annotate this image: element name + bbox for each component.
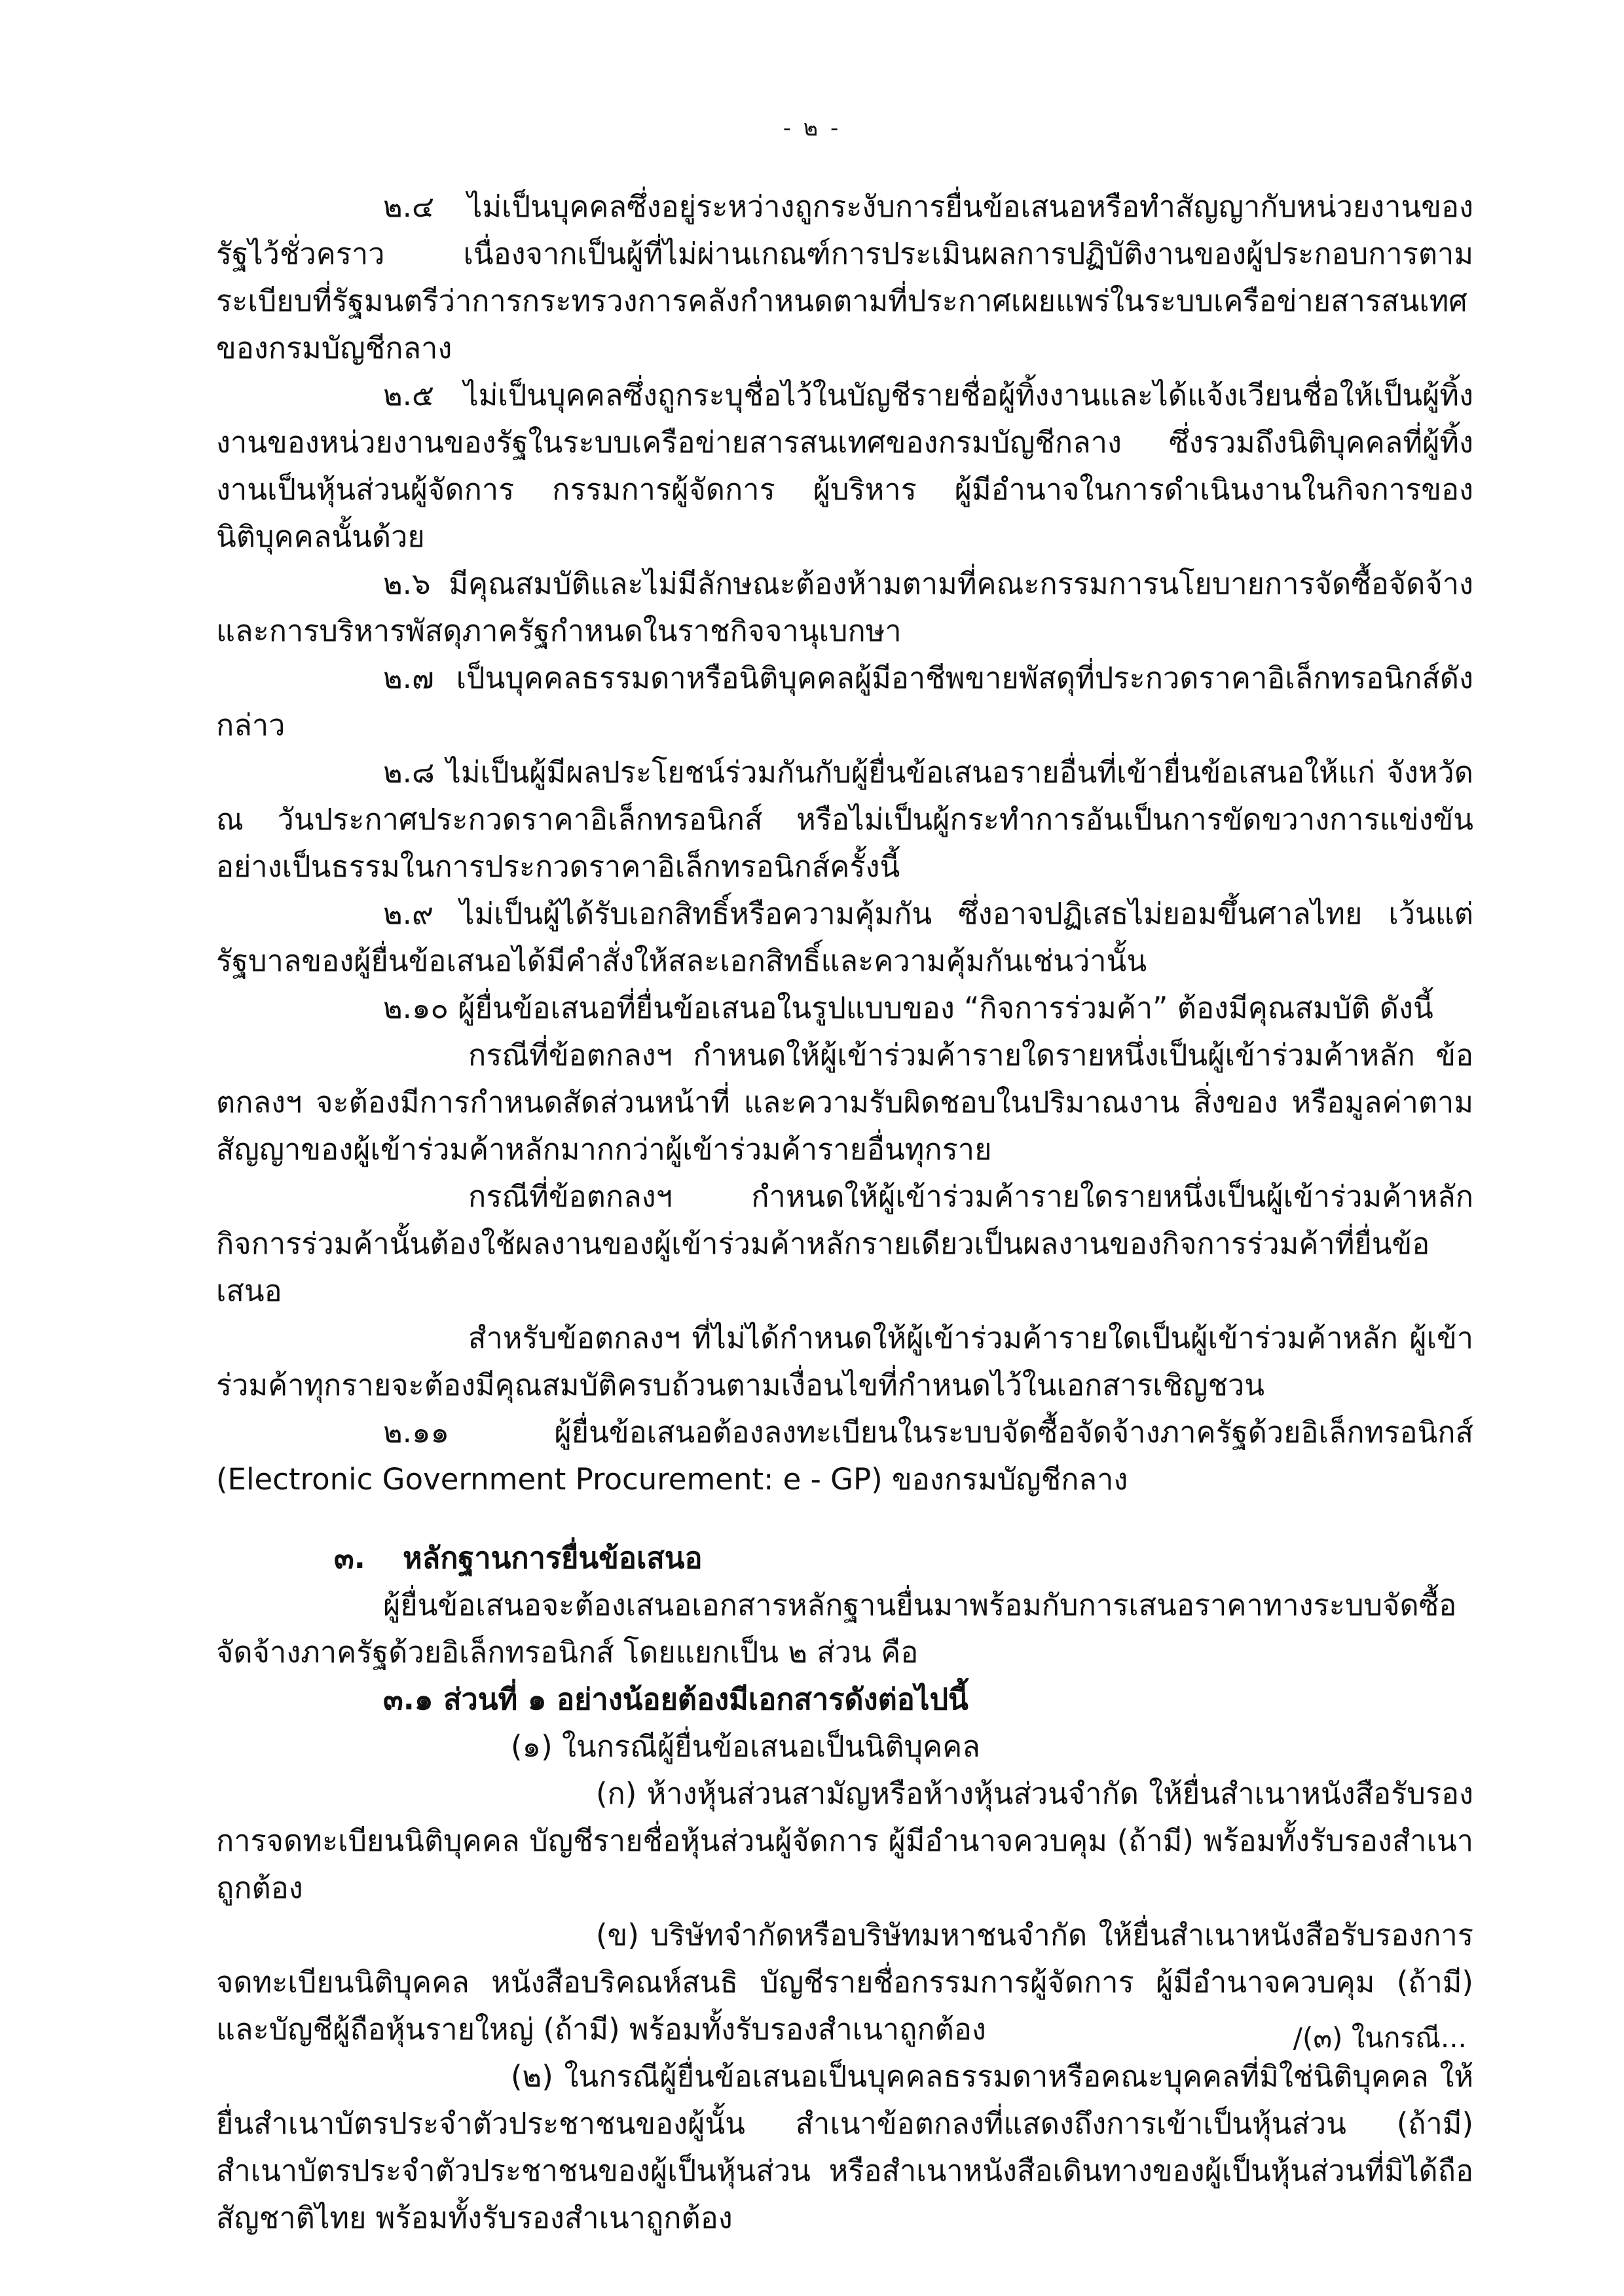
- clause-2-10-case-b: กรณีที่ข้อตกลงฯ กำหนดให้ผู้เข้าร่วมค้ารายใดรายหนึ่งเป็นผู้เข้าร่วมค้าหลักกิจการร่วมค้านั้นต้องใช้ผลงานของผู้เข้าร่วมค้าหลักรายเดียวเป็นผลงานของกิจการร่วมค้าที่ยื่นข้อเสนอ: [216, 1179, 1473, 1308]
- section-3-number: ๓.: [334, 1540, 365, 1575]
- clause-2-11: ๒.๑๑ ผู้ยื่นข้อเสนอต้องลงทะเบียนในระบบจัดซื้อจัดจ้างภาครัฐด้วยอิเล็กทรอนิกส์ (Electronic Government Procurement: e - GP) ของกรมบัญชีกลาง: [216, 1415, 1473, 1497]
- clause-2-10: ๒.๑๐ ผู้ยื่นข้อเสนอที่ยื่นข้อเสนอในรูปแบบของ “กิจการร่วมค้า” ต้องมีคุณสมบัติ ดังนี้: [383, 991, 1433, 1025]
- item-3-1-1-a: (ก) ห้างหุ้นส่วนสามัญหรือห้างหุ้นส่วนจำกัด ให้ยื่นสำเนาหนังสือรับรองการจดทะเบียนนิติบุคคล บัญชีรายชื่อหุ้นส่วนผู้จัดการ ผู้มีอำนาจควบคุม (ถ้ามี) พร้อมทั้งรับรองสำเนาถูกต้อง: [216, 1776, 1473, 1905]
- section-3-intro: ผู้ยื่นข้อเสนอจะต้องเสนอเอกสารหลักฐานยื่นมาพร้อมกับการเสนอราคาทางระบบจัดซื้อจัดจ้างภาครัฐด้วยอิเล็กทรอนิกส์ โดยแยกเป็น ๒ ส่วน คือ: [216, 1588, 1457, 1669]
- item-3-1-2: (๒) ในกรณีผู้ยื่นข้อเสนอเป็นบุคคลธรรมดาหรือคณะบุคคลที่มิใช่นิติบุคคล ให้ยื่นสำเนาบัตรประจำตัวประชาชนของผู้นั้น สำเนาข้อตกลงที่แสดงถึงการเข้าเป็นหุ้นส่วน (ถ้ามี) สำเนาบัตรประจำตัวประชาชนของผู้เป็นหุ้นส่วน หรือสำเนาหนังสือเดินทางของผู้เป็นหุ้นส่วนที่มิได้ถือสัญชาติไทย พร้อมทั้งรับรองสำเนาถูกต้อง: [216, 2059, 1473, 2235]
- section-3-title: หลักฐานการยื่นข้อเสนอ: [403, 1540, 703, 1575]
- document-body: [216, 183, 1473, 2242]
- clause-2-9: ๒.๙ ไม่เป็นผู้ได้รับเอกสิทธิ์หรือความคุ้มกัน ซึ่งอาจปฏิเสธไม่ยอมขึ้นศาลไทย เว้นแต่รัฐบาลของผู้ยื่นข้อเสนอได้มีคำสั่งให้สละเอกสิทธิ์และความคุ้มกันเช่นว่านั้น: [216, 896, 1473, 978]
- section-3-1-heading: ๓.๑ ส่วนที่ ๑ อย่างน้อยต้องมีเอกสารดังต่อไปนี้: [383, 1682, 969, 1717]
- continuation-note: /(๓) ในกรณี...: [1293, 2022, 1467, 2054]
- clause-2-8: ๒.๘ ไม่เป็นผู้มีผลประโยชน์ร่วมกันกับผู้ยื่นข้อเสนอรายอื่นที่เข้ายื่นข้อเสนอให้แก่ จังหวัด ณ วันประกาศประกวดราคาอิเล็กทรอนิกส์ หรือไม่เป็นผู้กระทำการอันเป็นการขัดขวางการแข่งขันอย่างเป็นธรรมในการประกวดราคาอิเล็กทรอนิกส์ครั้งนี้: [216, 755, 1473, 884]
- item-3-1-1-b: (ข) บริษัทจำกัดหรือบริษัทมหาชนจำกัด ให้ยื่นสำเนาหนังสือรับรองการจดทะเบียนนิติบุคคล หนังสือบริคณห์สนธิ บัญชีรายชื่อกรรมการผู้จัดการ ผู้มีอำนาจควบคุม (ถ้ามี) และบัญชีผู้ถือหุ้นรายใหญ่ (ถ้ามี) พร้อมทั้งรับรองสำเนาถูกต้อง: [216, 1918, 1473, 2047]
- clause-2-6: ๒.๖ มีคุณสมบัติและไม่มีลักษณะต้องห้ามตามที่คณะกรรมการนโยบายการจัดซื้อจัดจ้างและการบริหารพัสดุภาครัฐกำหนดในราชกิจจานุเบกษา: [216, 566, 1473, 648]
- clause-2-10-case-c: สำหรับข้อตกลงฯ ที่ไม่ได้กำหนดให้ผู้เข้าร่วมค้ารายใดเป็นผู้เข้าร่วมค้าหลัก ผู้เข้าร่วมค้าทุกรายจะต้องมีคุณสมบัติครบถ้วนตามเงื่อนไขที่กำหนดไว้ในเอกสารเชิญชวน: [216, 1321, 1473, 1402]
- page-number: - ๒ -: [783, 115, 841, 141]
- item-3-1-1: (๑) ในกรณีผู้ยื่นข้อเสนอเป็นนิติบุคคล: [511, 1729, 980, 1764]
- clause-2-5: ๒.๕ ไม่เป็นบุคคลซึ่งถูกระบุชื่อไว้ในบัญชีรายชื่อผู้ทิ้งงานและได้แจ้งเวียนชื่อให้เป็นผู้ทิ้งงานของหน่วยงานของรัฐในระบบเครือข่ายสารสนเทศของกรมบัญชีกลาง ซึ่งรวมถึงนิติบุคคลที่ผู้ทิ้งงานเป็นหุ้นส่วนผู้จัดการ กรรมการผู้จัดการ ผู้บริหาร ผู้มีอำนาจในการดำเนินงานในกิจการของนิติบุคคลนั้นด้วย: [216, 378, 1473, 554]
- clause-2-10-case-a: กรณีที่ข้อตกลงฯ กำหนดให้ผู้เข้าร่วมค้ารายใดรายหนึ่งเป็นผู้เข้าร่วมค้าหลัก ข้อตกลงฯ จะต้องมีการกำหนดสัดส่วนหน้าที่ และความรับผิดชอบในปริมาณงาน สิ่งของ หรือมูลค่าตามสัญญาของผู้เข้าร่วมค้าหลักมากกว่าผู้เข้าร่วมค้ารายอื่นทุกราย: [216, 1038, 1473, 1167]
- clause-2-7: ๒.๗ เป็นบุคคลธรรมดาหรือนิติบุคคลผู้มีอาชีพขายพัสดุที่ประกวดราคาอิเล็กทรอนิกส์ดังกล่าว: [216, 661, 1473, 742]
- section-3-heading: [216, 1535, 1473, 1582]
- clause-2-4: ๒.๔ ไม่เป็นบุคคลซึ่งอยู่ระหว่างถูกระงับการยื่นข้อเสนอหรือทำสัญญากับหน่วยงานของรัฐไว้ชั่วคราว เนื่องจากเป็นผู้ที่ไม่ผ่านเกณฑ์การประเมินผลการปฏิบัติงานของผู้ประกอบการตามระเบียบที่รัฐมนตรีว่าการกระทรวงการคลังกำหนดตามที่ประกาศเผยแพร่ในระบบเครือข่ายสารสนเทศของกรมบัญชีกลาง: [216, 189, 1473, 365]
